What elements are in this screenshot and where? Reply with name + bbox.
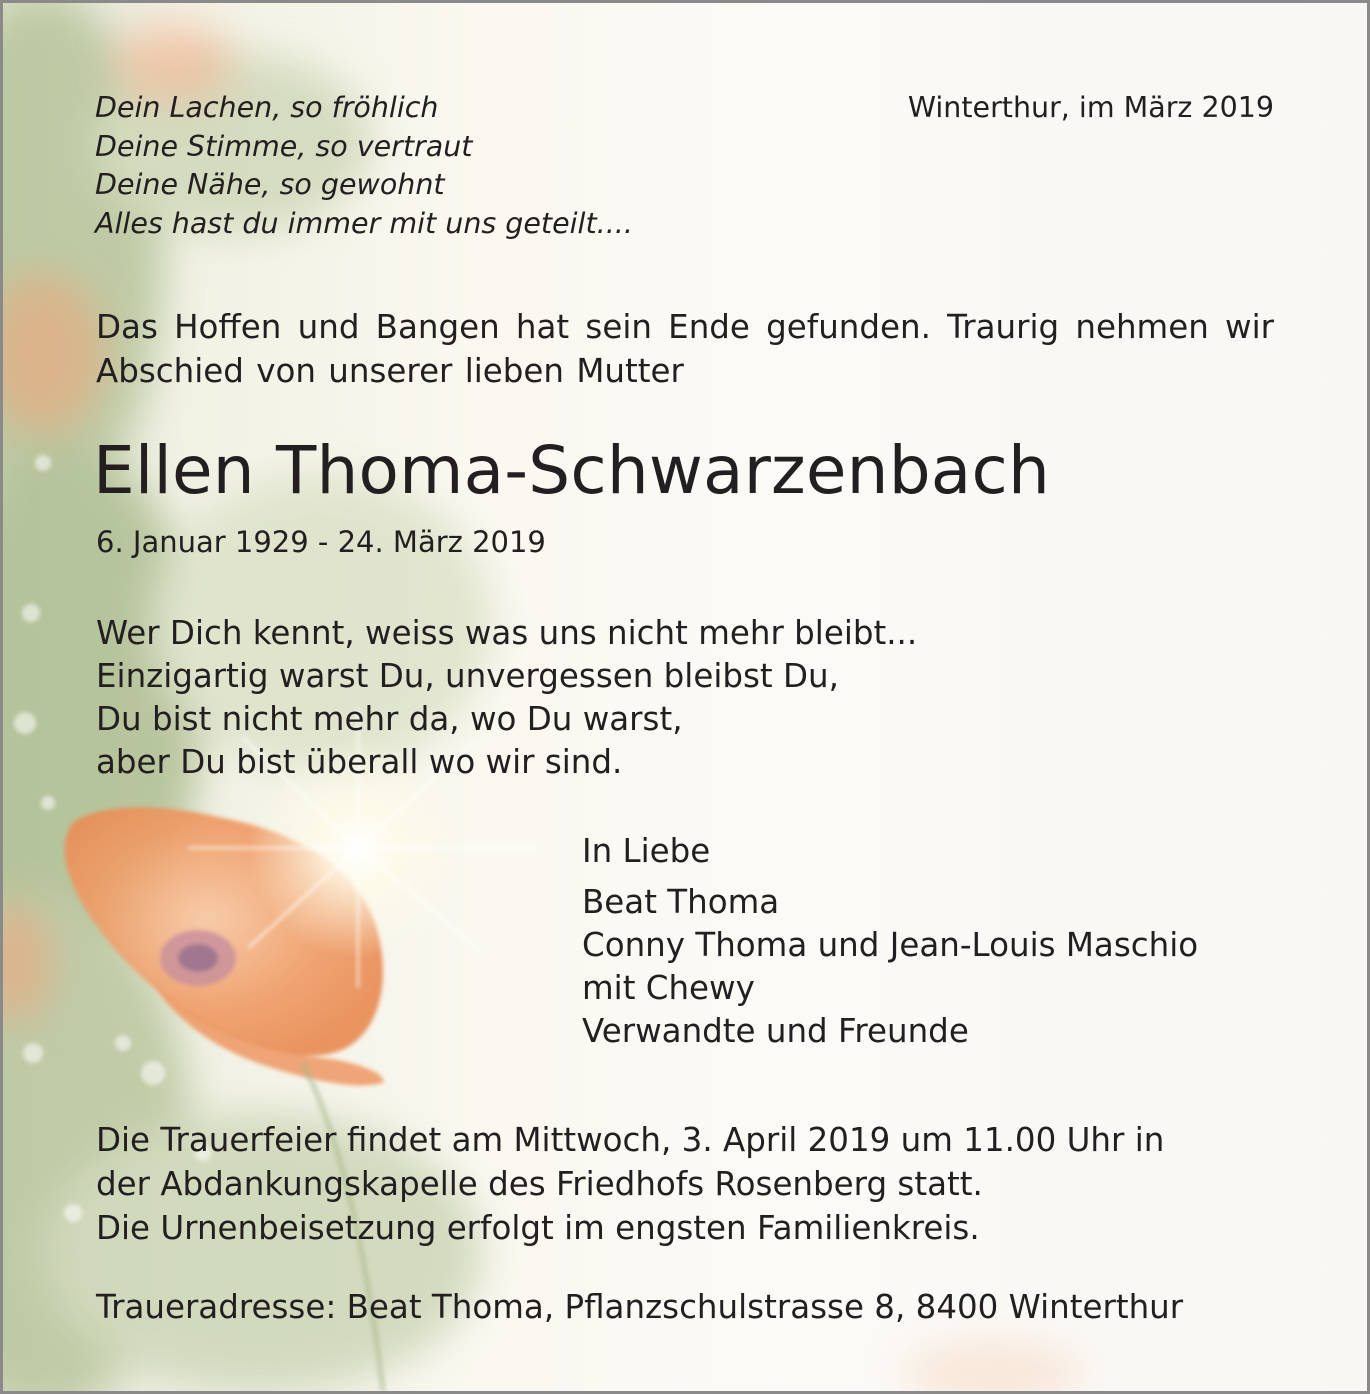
ceremony-details: [96, 1118, 1164, 1250]
deceased-name: Ellen Thoma-Schwarzenbach: [93, 432, 1050, 509]
mourner-name: mit Chewy: [582, 969, 755, 1007]
memorial-poem: [96, 612, 917, 784]
intro-paragraph: Das Hoffen und Bangen hat sein Ende gefunden. Traurig nehmen wir Abschied von unserer lieben Mutter: [96, 308, 1274, 390]
verse-line: Deine Nähe, so gewohnt: [95, 168, 445, 201]
verse-line: Dein Lachen, so fröhlich: [95, 91, 439, 124]
closing-phrase: In Liebe: [582, 832, 711, 870]
verse-line: Deine Stimme, so vertraut: [95, 129, 473, 163]
mourner-name: Conny Thoma und Jean-Louis Maschio: [582, 926, 1199, 964]
life-dates: 6. Januar 1929 - 24. März 2019: [96, 525, 546, 559]
mourner-name: Verwandte und Freunde: [582, 1012, 969, 1050]
ceremony-line: Die Trauerfeier findet am Mittwoch, 3. April 2019 um 11.00 Uhr in: [96, 1121, 1165, 1159]
mourning-address: Traueradresse: Beat Thoma, Pflanzschulstrasse 8, 8400 Winterthur: [96, 1288, 1184, 1326]
ceremony-line: der Abdankungskapelle des Friedhofs Rosenberg statt.: [96, 1165, 983, 1203]
mourners-list: [582, 881, 1198, 1053]
poem-line: Einzigartig warst Du, unvergessen bleibst Du,: [96, 657, 839, 695]
poem-line: Wer Dich kennt, weiss was uns nicht mehr bleibt...: [96, 614, 918, 652]
ceremony-line: Die Urnenbeisetzung erfolgt im engsten Familienkreis.: [96, 1209, 980, 1247]
poem-line: Du bist nicht mehr da, wo Du warst,: [96, 700, 683, 738]
poem-line: aber Du bist überall wo wir sind.: [96, 743, 623, 781]
place-and-date: Winterthur, im März 2019: [907, 91, 1274, 124]
mourner-name: Beat Thoma: [582, 883, 780, 921]
notice-content: [3, 3, 1367, 1391]
opening-verse: [95, 89, 633, 243]
verse-line: Alles hast du immer mit uns geteilt....: [95, 206, 633, 240]
